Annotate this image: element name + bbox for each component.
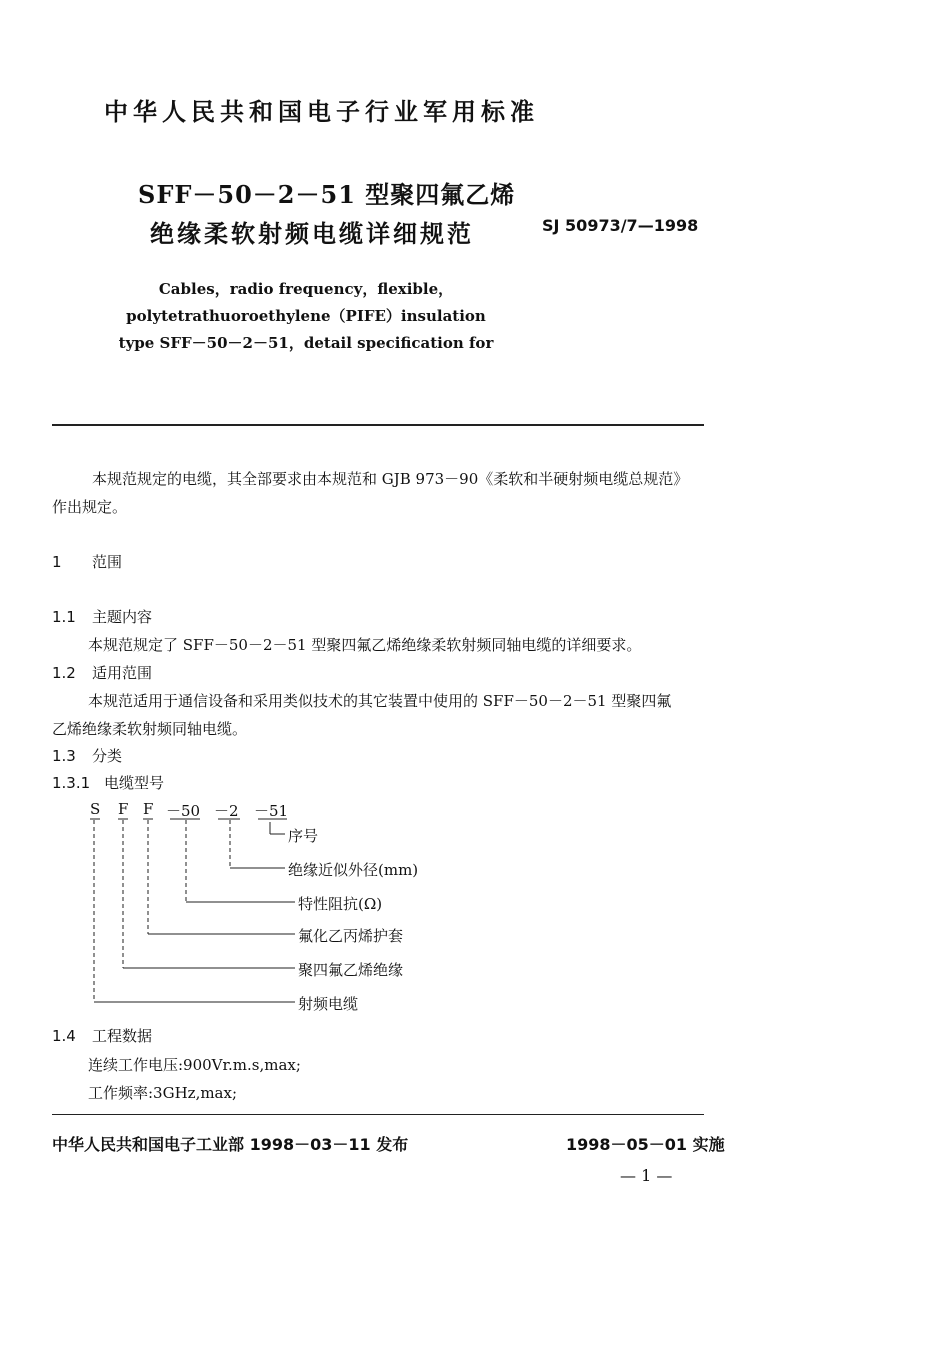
title-line-2: 绝缘柔软射频电缆详细规范: [150, 219, 474, 248]
label-jacket: 氟化乙丙烯护套: [298, 927, 404, 945]
code-s: S: [90, 800, 101, 818]
cable-designation-diagram: [90, 800, 490, 1024]
divider-bottom: [52, 1114, 704, 1115]
intro-line-1: 本规范规定的电缆，其全部要求由本规范和 GJB 973－90《柔软和半硬射频电缆总规范》: [92, 470, 689, 488]
english-title-line-2: polytetrathuoroethylene（PIFE）insulation: [126, 307, 486, 325]
label-impedance: 特性阻抗(Ω): [298, 895, 383, 913]
section-1-3-heading: [52, 745, 122, 766]
standard-number: SJ 50973/7—1998: [542, 216, 699, 235]
section-title: 电缆型号: [104, 774, 165, 792]
section-1-4-line-1: 连续工作电压:900Vr.m.s,max;: [88, 1056, 301, 1074]
code-f2: F: [143, 800, 154, 818]
section-title: 主题内容: [92, 608, 153, 626]
section-number: 1: [52, 553, 62, 571]
section-title: 范围: [92, 553, 123, 571]
code-serial: －51: [254, 802, 289, 820]
label-rf-cable: 射频电缆: [298, 995, 359, 1013]
intro-line-2: 作出规定。: [52, 498, 128, 516]
section-1-2-text-1: 本规范适用于通信设备和采用类似技术的其它装置中使用的 SFF－50－2－51 型聚四氟: [88, 692, 672, 710]
standard-category: 中华人民共和国电子行业军用标准: [104, 97, 539, 126]
section-number: 1.4: [52, 1027, 76, 1045]
section-1-4-heading: [52, 1025, 152, 1046]
section-title: 分类: [92, 747, 123, 765]
section-1-2-text-2: 乙烯绝缘柔软射频同轴电缆。: [52, 720, 248, 738]
label-insulation: 聚四氟乙烯绝缘: [298, 961, 404, 979]
section-1-heading: [52, 551, 122, 572]
section-1-4-line-2: 工作频率:3GHz,max;: [88, 1084, 238, 1102]
section-title: 工程数据: [92, 1027, 153, 1045]
section-number: 1.2: [52, 664, 76, 682]
divider-top: [52, 424, 704, 426]
section-number: 1.3.1: [52, 774, 91, 792]
section-1-3-1-heading: [52, 772, 164, 793]
english-title-line-3: type SFF－50－2－51，detail specification for: [118, 334, 494, 352]
issuer-date: 中华人民共和国电子工业部 1998－03－11 发布: [52, 1135, 409, 1154]
code-diameter: －2: [214, 802, 239, 820]
section-number: 1.3: [52, 747, 76, 765]
code-f1: F: [118, 800, 129, 818]
code-impedance: －50: [166, 802, 201, 820]
effective-date: 1998－05－01 实施: [566, 1135, 725, 1154]
english-title-line-1: Cables，radio frequency，flexible，: [158, 280, 454, 298]
label-diameter: 绝缘近似外径(mm): [288, 861, 419, 879]
section-1-1-heading: [52, 606, 152, 627]
page-number: — 1 —: [620, 1166, 673, 1185]
title-line-1: SFF－50－2－51 型聚四氟乙烯: [138, 180, 516, 209]
section-title: 适用范围: [92, 664, 153, 682]
label-serial: 序号: [288, 827, 319, 845]
section-1-2-heading: [52, 662, 152, 683]
section-1-1-text: 本规范规定了 SFF－50－2－51 型聚四氟乙烯绝缘柔软射频同轴电缆的详细要求。: [88, 636, 642, 654]
section-number: 1.1: [52, 608, 76, 626]
